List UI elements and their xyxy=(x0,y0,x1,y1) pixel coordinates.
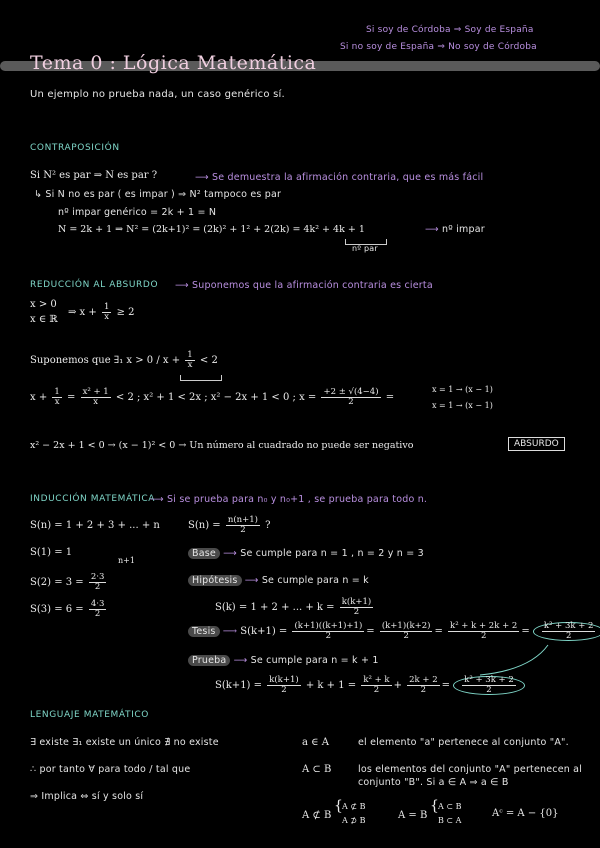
eq-a: A ⊂ B xyxy=(438,802,462,811)
lenguaje-row-3: ⇒ Implica ⇔ sí y solo sí xyxy=(30,791,144,802)
annot-n-plus-1: n+1 xyxy=(118,556,135,565)
absurdo-equation: x + $\frac{1}{x}$ = $\frac{\text{x² + 1}}{x}$ < 2 ; x² + 1 < 2x ; x² − 2x + 1 < 0 ; x = $\frac{+2 \pm √(4-4)}{2}$ = xyxy=(30,387,395,407)
connector-curve xyxy=(470,640,560,680)
notsub-b: A ⊅ B xyxy=(342,816,366,825)
prueba-row: Prueba ⟶ Se cumple para n = k + 1 xyxy=(188,655,379,666)
sub-symbol: A ⊂ B xyxy=(302,764,332,775)
s2-num: 2·3 xyxy=(90,572,105,582)
lenguaje-row-2: ∴ por tanto ∀ para todo / tal que xyxy=(30,764,191,775)
absurdo-suppose xyxy=(30,351,218,370)
tesis-num-1: (k+1)((k+1)+1) xyxy=(294,621,363,631)
header-line-2: Si no soy de España ⇒ No soy de Córdoba xyxy=(340,42,537,52)
induccion-note-text: Si se prueba para n₀ y n₀+1 , se prueba para todo n. xyxy=(167,494,428,505)
absurdo-root-2: x = 1 → (x − 1) xyxy=(432,401,493,410)
brace-1: { xyxy=(334,798,343,814)
section-heading-absurdo: REDUCCIÓN AL ABSURDO xyxy=(30,280,159,290)
frac-1-over-x: $\frac{1}{x}$ xyxy=(103,302,110,322)
header-line-1: Si soy de Córdoba ⇒ Soy de España xyxy=(366,25,534,35)
lenguaje-row-1: ∃ existe ∃₁ existe un único ∄ no existe xyxy=(30,737,219,748)
sk-label: S(k) = 1 + 2 + ... + k = xyxy=(215,601,335,613)
induccion-s2 xyxy=(30,573,108,592)
sn-den: 2 xyxy=(240,524,246,535)
frac-tesis-3: $\frac{\text{k² + k + 2k + 2}}{2}$ xyxy=(450,621,518,641)
prueba-label: Prueba xyxy=(188,655,230,666)
frac-sk: $\frac{k(k+1)}{2}$ xyxy=(341,597,372,617)
sub-text-2: conjunto "B". Si a ∈ A ⇒ a ∈ B xyxy=(358,777,509,788)
absurdo-cond-2: x ∈ ℝ xyxy=(30,314,58,325)
contrapos-note-text: Se demuestra la afirmación contraria, que es más fácil xyxy=(212,172,484,183)
contrapos-line-4-end: ⟶ nº impar xyxy=(425,224,485,235)
tesis-num-2: (k+1)(k+2) xyxy=(381,621,431,631)
contrapos-line-2: ↳ Si N no es par ( es impar ) ⇒ N² tampoco es par xyxy=(34,189,282,200)
absurdo-ineq: ≥ 2 xyxy=(116,306,135,318)
absurdo-final: x² − 2x + 1 < 0 → (x − 1)² < 0 → Un número al cuadrado no puede ser negativo xyxy=(30,440,414,451)
eq-symbol: A = B xyxy=(398,810,428,821)
section-heading-induccion: INDUCCIÓN MATEMÁTICA xyxy=(30,494,156,504)
s2-den: 2 xyxy=(94,581,101,592)
induccion-formula-label: S(n) = xyxy=(188,519,221,531)
sk1-num-1: k(k+1) xyxy=(269,675,299,685)
absurdo-cond-1: x > 0 xyxy=(30,299,57,310)
sk-row xyxy=(215,598,375,617)
section-heading-contraposicion: CONTRAPOSICIÓN xyxy=(30,143,120,153)
induccion-s3 xyxy=(30,600,108,619)
sk1-num-3: 2k + 2 xyxy=(409,675,438,685)
frac-tesis-4: $\frac{\text{k² + 3k + 2}}{2}$ xyxy=(543,621,594,641)
tesis-row: Tesis ⟶ S(k+1) = $\frac{(k+1)((k+1)+1)}{2}$ = $\frac{(k+1)(k+2)}{2}$ = $\frac{\text{k² + k + 2k + 2}}{2}$ = $\frac{\text{k² + 3k + 2}}{2}$ xyxy=(188,622,600,641)
frac-tesis-1: $\frac{(k+1)((k+1)+1)}{2}$ xyxy=(294,621,363,641)
frac-1-x: $\frac{1}{x}$ xyxy=(54,387,60,407)
tesis-num-4: k² + 3k + 2 xyxy=(543,621,594,631)
s2-label: S(2) = 3 = xyxy=(30,576,84,588)
frac-1-over-x-2: $\frac{1}{x}$ xyxy=(187,350,193,370)
base-label: Base xyxy=(188,548,220,559)
absurdo-root-1: x = 1 → (x − 1) xyxy=(432,385,493,394)
contrapos-line-1: Si N² es par ⇒ N es par ? xyxy=(30,170,158,181)
elem-text: el elemento "a" pertenece al conjunto "A". xyxy=(358,737,569,748)
base-row: Base ⟶ Se cumple para n = 1 , n = 2 y n = 3 xyxy=(188,548,424,559)
tesis-label: Tesis xyxy=(188,626,220,637)
absurdo-note: ⟶ Suponemos que la afirmación contraria es cierta xyxy=(175,280,433,291)
tesis-result-circle xyxy=(533,622,600,641)
brace-2: { xyxy=(430,798,439,814)
contrapos-line-4: N = 2k + 1 ⇒ N² = (2k+1)² = (2k)² + 1² + 2(2k) = 4k² + 4k + 1 xyxy=(58,224,365,235)
hipotesis-row: Hipótesis ⟶ Se cumple para n = k xyxy=(188,575,369,586)
frac-sk1-2: $\frac{\text{k² + k}}{2}$ xyxy=(363,675,390,695)
brace-label: nº par xyxy=(352,244,378,253)
frac-sk1-4: $\frac{\text{k² + 3k + 2}}{2}$ xyxy=(464,675,514,695)
elem-symbol: a ∈ A xyxy=(302,737,329,748)
hipotesis-text: Se cumple para n = k xyxy=(261,575,369,586)
induccion-formula: S(n) = $\frac{n(n+1)}{2}$ ? xyxy=(188,515,271,535)
notsub-symbol: A ⊄ B xyxy=(302,810,332,821)
sk1-num-4: k² + 3k + 2 xyxy=(464,675,514,685)
frac-sk1-3: $\frac{2k + 2}{2}$ xyxy=(409,675,438,695)
sk1-label: S(k+1) = xyxy=(215,679,263,691)
tesis-num-3: k² + k + 2k + 2 xyxy=(450,621,518,631)
s3-label: S(3) = 6 = xyxy=(30,603,84,615)
page-title: Tema 0 : Lógica Matemática xyxy=(30,52,317,74)
eq-b: B ⊂ A xyxy=(438,816,462,825)
sub-text-1: los elementos del conjunto "A" pertenecen al xyxy=(358,764,583,775)
induccion-s1: S(1) = 1 xyxy=(30,547,73,558)
frac-s3 xyxy=(89,600,107,619)
hipotesis-label: Hipótesis xyxy=(188,575,242,586)
absurdo-eq-part1: < 2 ; x² + 1 < 2x ; x² − 2x + 1 < 0 ; x = xyxy=(115,391,317,403)
sn-num: n(n+1) xyxy=(227,515,258,525)
frac-sk1-1: $\frac{k(k+1)}{2}$ xyxy=(269,675,299,695)
s3-num: 4·3 xyxy=(90,599,105,609)
quadratic-num: +2 ± √(4−4) xyxy=(323,387,379,397)
sk1-num-2: k² + k xyxy=(363,675,390,685)
frac-sn xyxy=(226,516,260,535)
sk-num: k(k+1) xyxy=(341,597,372,607)
frac-x2-x: $\frac{\text{x² + 1}}{x}$ xyxy=(82,387,109,407)
base-text: Se cumple para n = 1 , n = 2 y n = 3 xyxy=(240,548,424,559)
induccion-sn: S(n) = 1 + 2 + 3 + ... + n xyxy=(30,520,160,531)
absurdo-implies: ⇒ x + xyxy=(68,306,97,318)
frac-quadratic xyxy=(321,388,380,407)
contrapos-note: ⟶ Se demuestra la afirmación contraria, que es más fácil xyxy=(195,172,484,183)
induccion-note: ⟶ Si se prueba para n₀ y n₀+1 , se prueba para todo n. xyxy=(150,494,428,505)
quadratic-den: 2 xyxy=(348,396,354,407)
contrapos-line-3: nº impar genérico = 2k + 1 = N xyxy=(58,207,217,218)
tesis-text: S(k+1) = xyxy=(240,625,288,637)
absurdo-statement xyxy=(68,303,134,322)
absurdo-suppose-end: < 2 xyxy=(199,354,218,366)
frac-s2 xyxy=(89,573,107,592)
absurdo-suppose-text: Suponemos que ∃₁ x > 0 / x + xyxy=(30,354,181,366)
subtitle: Un ejemplo no prueba nada, un caso genérico sí. xyxy=(30,89,285,100)
frac-tesis-2: $\frac{(k+1)(k+2)}{2}$ xyxy=(381,621,431,641)
absurd-box: ABSURDO xyxy=(508,437,565,451)
absurdo-note-text: Suponemos que la afirmación contraria es cierta xyxy=(192,280,433,291)
contrapos-result: nº impar xyxy=(442,224,485,235)
notsub-a: A ⊄ B xyxy=(342,802,366,811)
section-heading-lenguaje: LENGUAJE MATEMÁTICO xyxy=(30,710,149,720)
bracket xyxy=(180,375,222,381)
s3-den: 2 xyxy=(94,608,101,619)
prueba-text: Se cumple para n = k + 1 xyxy=(250,655,379,666)
complement: Aᶜ = A − {0} xyxy=(492,808,559,819)
sk1-mid: + k + 1 = xyxy=(305,679,357,691)
sk1-row: S(k+1) = $\frac{k(k+1)}{2}$ + k + 1 = $\frac{\text{k² + k}}{2}$ + $\frac{2k + 2}{2}$ = $\frac{\text{k² + 3k + 2}}{2}$ xyxy=(215,676,525,695)
